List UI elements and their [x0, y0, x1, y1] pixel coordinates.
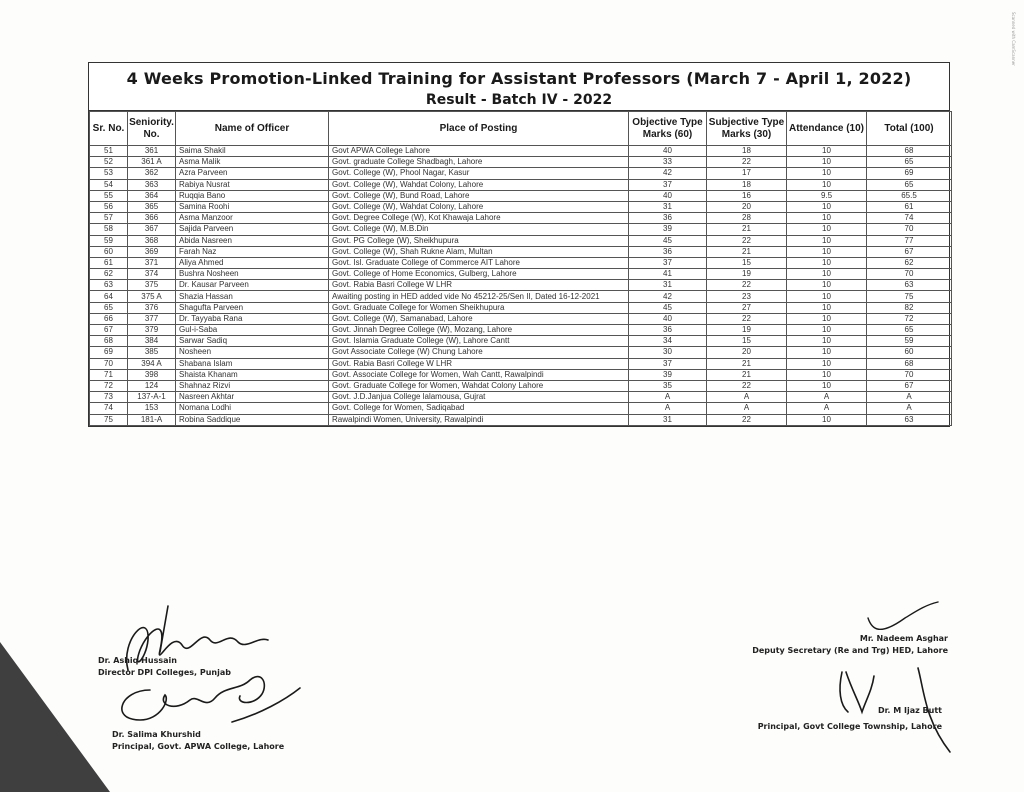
- cell-objective: 45: [629, 302, 707, 313]
- cell-attendance: 10: [787, 179, 867, 190]
- cell-attendance: 10: [787, 347, 867, 358]
- table-row: [90, 414, 952, 425]
- cell-seniority: 361 A: [128, 157, 176, 168]
- cell-total: 75: [867, 291, 952, 302]
- title-block: [89, 63, 949, 111]
- cell-posting: Govt. Graduate College for Women, Wahdat Colony Lahore: [329, 380, 629, 391]
- col-header-subjective: Subjective Type Marks (30): [707, 112, 787, 146]
- cell-officer-name: Asma Manzoor: [176, 213, 329, 224]
- cell-subjective: 20: [707, 201, 787, 212]
- table-row: [90, 380, 952, 391]
- cell-total: A: [867, 392, 952, 403]
- cell-officer-name: Nosheen: [176, 347, 329, 358]
- cell-officer-name: Shaista Khanam: [176, 369, 329, 380]
- cell-officer-name: Abida Nasreen: [176, 235, 329, 246]
- cell-officer-name: Shazia Hassan: [176, 291, 329, 302]
- cell-subjective: 17: [707, 168, 787, 179]
- cell-posting: Govt. Islamia Graduate College (W), Lahore Cantt: [329, 336, 629, 347]
- cell-subjective: 21: [707, 358, 787, 369]
- cell-posting: Govt. Graduate College for Women Sheikhupura: [329, 302, 629, 313]
- cell-seniority: 369: [128, 246, 176, 257]
- cell-sr-no: 58: [90, 224, 128, 235]
- table-row: [90, 369, 952, 380]
- col-header-objective: Objective Type Marks (60): [629, 112, 707, 146]
- signature-right-1: [868, 602, 938, 629]
- cell-subjective: 22: [707, 313, 787, 324]
- cell-total: 63: [867, 414, 952, 425]
- cell-posting: Govt. Degree College (W), Kot Khawaja Lahore: [329, 213, 629, 224]
- cell-attendance: 10: [787, 414, 867, 425]
- table-row: [90, 168, 952, 179]
- cell-posting: Awaiting posting in HED added vide No 45212-25/Sen II, Dated 16-12-2021: [329, 291, 629, 302]
- cell-officer-name: Sajida Parveen: [176, 224, 329, 235]
- cell-total: 59: [867, 336, 952, 347]
- cell-total: 67: [867, 380, 952, 391]
- cell-objective: 36: [629, 213, 707, 224]
- cell-sr-no: 67: [90, 325, 128, 336]
- cell-objective: 42: [629, 168, 707, 179]
- cell-attendance: 10: [787, 269, 867, 280]
- cell-sr-no: 62: [90, 269, 128, 280]
- signatory-right-1-name: Mr. Nadeem Asghar: [859, 634, 948, 643]
- signatory-left-2-role: Principal, Govt. APWA College, Lahore: [112, 742, 285, 751]
- signatory-left-1-name: Dr. Ashiq Hussain: [98, 656, 177, 665]
- col-header-name: Name of Officer: [176, 112, 329, 146]
- cell-subjective: 21: [707, 224, 787, 235]
- cell-officer-name: Rabiya Nusrat: [176, 179, 329, 190]
- table-row: [90, 157, 952, 168]
- cell-subjective: 22: [707, 280, 787, 291]
- cell-attendance: 10: [787, 235, 867, 246]
- cell-attendance: 10: [787, 201, 867, 212]
- cell-posting: Govt. Rabia Basri College W LHR: [329, 280, 629, 291]
- cell-subjective: 27: [707, 302, 787, 313]
- cell-posting: Rawalpindi Women, University, Rawalpindi: [329, 414, 629, 425]
- cell-subjective: 22: [707, 157, 787, 168]
- cell-total: 68: [867, 358, 952, 369]
- cell-posting: Govt. College (W), M.B.Din: [329, 224, 629, 235]
- cell-officer-name: Shabana Islam: [176, 358, 329, 369]
- cell-subjective: 28: [707, 213, 787, 224]
- cell-sr-no: 61: [90, 257, 128, 268]
- cell-subjective: A: [707, 403, 787, 414]
- cell-objective: 31: [629, 414, 707, 425]
- table-row: [90, 146, 952, 157]
- cell-sr-no: 64: [90, 291, 128, 302]
- scan-shadow: [0, 642, 110, 792]
- cell-objective: A: [629, 403, 707, 414]
- cell-posting: Govt. J.D.Janjua College lalamousa, Gujrat: [329, 392, 629, 403]
- cell-total: 61: [867, 201, 952, 212]
- cell-posting: Govt. Isl. Graduate College of Commerce AIT Lahore: [329, 257, 629, 268]
- cell-posting: Govt. Rabia Basri College W LHR: [329, 358, 629, 369]
- cell-attendance: 10: [787, 291, 867, 302]
- cell-sr-no: 72: [90, 380, 128, 391]
- cell-seniority: 181-A: [128, 414, 176, 425]
- table-row: [90, 403, 952, 414]
- cell-posting: Govt. College (W), Phool Nagar, Kasur: [329, 168, 629, 179]
- cell-subjective: 19: [707, 269, 787, 280]
- cell-objective: 36: [629, 246, 707, 257]
- cell-sr-no: 66: [90, 313, 128, 324]
- cell-objective: 37: [629, 358, 707, 369]
- cell-seniority: 364: [128, 190, 176, 201]
- cell-total: 72: [867, 313, 952, 324]
- table-row: [90, 336, 952, 347]
- cell-officer-name: Dr. Tayyaba Rana: [176, 313, 329, 324]
- cell-officer-name: Gul-i-Saba: [176, 325, 329, 336]
- cell-seniority: 376: [128, 302, 176, 313]
- cell-total: 68: [867, 146, 952, 157]
- cell-sr-no: 69: [90, 347, 128, 358]
- cell-officer-name: Aliya Ahmed: [176, 257, 329, 268]
- cell-total: 65: [867, 325, 952, 336]
- table-row: [90, 201, 952, 212]
- cell-objective: 39: [629, 224, 707, 235]
- cell-objective: 40: [629, 190, 707, 201]
- cell-sr-no: 55: [90, 190, 128, 201]
- signatory-left-2-name: Dr. Salima Khurshid: [112, 730, 201, 739]
- cell-seniority: 379: [128, 325, 176, 336]
- cell-subjective: 18: [707, 146, 787, 157]
- cell-subjective: 15: [707, 257, 787, 268]
- cell-subjective: A: [707, 392, 787, 403]
- cell-total: 62: [867, 257, 952, 268]
- cell-posting: Govt. College (W), Wahdat Colony, Lahore: [329, 179, 629, 190]
- cell-objective: A: [629, 392, 707, 403]
- cell-posting: Govt APWA College Lahore: [329, 146, 629, 157]
- cell-objective: 36: [629, 325, 707, 336]
- table-row: [90, 358, 952, 369]
- cell-total: 69: [867, 168, 952, 179]
- cell-seniority: 367: [128, 224, 176, 235]
- cell-objective: 31: [629, 201, 707, 212]
- table-row: [90, 269, 952, 280]
- cell-seniority: 377: [128, 313, 176, 324]
- cell-officer-name: Samina Roohi: [176, 201, 329, 212]
- cell-posting: Govt. College (W), Wahdat Colony, Lahore: [329, 201, 629, 212]
- cell-seniority: 153: [128, 403, 176, 414]
- document-subtitle: Result - Batch IV - 2022: [425, 92, 613, 108]
- table-row: [90, 190, 952, 201]
- cell-attendance: A: [787, 392, 867, 403]
- corner-watermark: Scanned with CamScanner: [1011, 12, 1016, 66]
- cell-objective: 39: [629, 369, 707, 380]
- cell-total: 63: [867, 280, 952, 291]
- cell-attendance: 10: [787, 380, 867, 391]
- cell-subjective: 21: [707, 246, 787, 257]
- cell-sr-no: 57: [90, 213, 128, 224]
- cell-subjective: 20: [707, 347, 787, 358]
- cell-seniority: 124: [128, 380, 176, 391]
- cell-posting: Govt. Jinnah Degree College (W), Mozang, Lahore: [329, 325, 629, 336]
- cell-sr-no: 63: [90, 280, 128, 291]
- cell-objective: 40: [629, 146, 707, 157]
- cell-seniority: 137-A-1: [128, 392, 176, 403]
- cell-attendance: 10: [787, 213, 867, 224]
- cell-attendance: 10: [787, 313, 867, 324]
- cell-objective: 35: [629, 380, 707, 391]
- cell-objective: 42: [629, 291, 707, 302]
- signature-left-2: [122, 677, 300, 722]
- cell-total: A: [867, 403, 952, 414]
- cell-attendance: 10: [787, 336, 867, 347]
- table-row: [90, 235, 952, 246]
- cell-seniority: 384: [128, 336, 176, 347]
- cell-sr-no: 52: [90, 157, 128, 168]
- cell-officer-name: Shahnaz Rizvi: [176, 380, 329, 391]
- cell-officer-name: Ruqqia Bano: [176, 190, 329, 201]
- table-row: [90, 257, 952, 268]
- cell-sr-no: 73: [90, 392, 128, 403]
- cell-seniority: 375: [128, 280, 176, 291]
- cell-subjective: 16: [707, 190, 787, 201]
- cell-objective: 30: [629, 347, 707, 358]
- cell-attendance: 9.5: [787, 190, 867, 201]
- cell-sr-no: 54: [90, 179, 128, 190]
- cell-posting: Govt. College of Home Economics, Gulberg, Lahore: [329, 269, 629, 280]
- cell-sr-no: 60: [90, 246, 128, 257]
- cell-seniority: 365: [128, 201, 176, 212]
- cell-subjective: 15: [707, 336, 787, 347]
- cell-officer-name: Azra Parveen: [176, 168, 329, 179]
- cell-attendance: 10: [787, 369, 867, 380]
- cell-subjective: 19: [707, 325, 787, 336]
- table-body: [90, 146, 952, 426]
- cell-objective: 31: [629, 280, 707, 291]
- signatory-right-2-role: Principal, Govt College Township, Lahore: [757, 722, 942, 731]
- cell-sr-no: 70: [90, 358, 128, 369]
- col-header-attendance: Attendance (10): [787, 112, 867, 146]
- cell-attendance: A: [787, 403, 867, 414]
- cell-total: 65.5: [867, 190, 952, 201]
- cell-officer-name: Dr. Kausar Parveen: [176, 280, 329, 291]
- cell-seniority: 394 A: [128, 358, 176, 369]
- cell-sr-no: 56: [90, 201, 128, 212]
- cell-seniority: 371: [128, 257, 176, 268]
- cell-subjective: 22: [707, 380, 787, 391]
- table-row: [90, 302, 952, 313]
- cell-sr-no: 65: [90, 302, 128, 313]
- cell-subjective: 22: [707, 235, 787, 246]
- col-header-sr-no: Sr. No.: [90, 112, 128, 146]
- cell-total: 65: [867, 157, 952, 168]
- signatory-right-2-name: Dr. M Ijaz Butt: [877, 706, 942, 715]
- cell-seniority: 366: [128, 213, 176, 224]
- results-table: [89, 111, 952, 426]
- cell-posting: Govt. graduate College Shadbagh, Lahore: [329, 157, 629, 168]
- cell-sr-no: 74: [90, 403, 128, 414]
- cell-officer-name: Farah Naz: [176, 246, 329, 257]
- table-row: [90, 280, 952, 291]
- table-row: [90, 325, 952, 336]
- cell-objective: 40: [629, 313, 707, 324]
- cell-total: 74: [867, 213, 952, 224]
- cell-objective: 41: [629, 269, 707, 280]
- table-row: [90, 213, 952, 224]
- cell-total: 60: [867, 347, 952, 358]
- cell-posting: Govt. Associate College for Women, Wah Cantt, Rawalpindi: [329, 369, 629, 380]
- col-header-total: Total (100): [867, 112, 952, 146]
- cell-subjective: 23: [707, 291, 787, 302]
- cell-seniority: 368: [128, 235, 176, 246]
- cell-attendance: 10: [787, 325, 867, 336]
- cell-attendance: 10: [787, 168, 867, 179]
- cell-subjective: 18: [707, 179, 787, 190]
- signatory-left-1-role: Director DPI Colleges, Punjab: [98, 668, 231, 677]
- cell-officer-name: Nomana Lodhi: [176, 403, 329, 414]
- table-row: [90, 291, 952, 302]
- cell-total: 67: [867, 246, 952, 257]
- cell-seniority: 361: [128, 146, 176, 157]
- cell-attendance: 10: [787, 146, 867, 157]
- cell-posting: Govt Associate College (W) Chung Lahore: [329, 347, 629, 358]
- cell-objective: 37: [629, 257, 707, 268]
- cell-objective: 33: [629, 157, 707, 168]
- document-title: 4 Weeks Promotion-Linked Training for Assistant Professors (March 7 - April 1, 2022): [126, 69, 912, 88]
- cell-seniority: 363: [128, 179, 176, 190]
- table-header-row: [90, 112, 952, 146]
- cell-total: 70: [867, 224, 952, 235]
- cell-objective: 37: [629, 179, 707, 190]
- cell-officer-name: Sarwar Sadiq: [176, 336, 329, 347]
- table-row: [90, 347, 952, 358]
- table-row: [90, 179, 952, 190]
- cell-total: 82: [867, 302, 952, 313]
- cell-seniority: 374: [128, 269, 176, 280]
- cell-total: 70: [867, 369, 952, 380]
- cell-attendance: 10: [787, 224, 867, 235]
- cell-sr-no: 59: [90, 235, 128, 246]
- table-row: [90, 392, 952, 403]
- cell-attendance: 10: [787, 257, 867, 268]
- cell-seniority: 362: [128, 168, 176, 179]
- cell-sr-no: 75: [90, 414, 128, 425]
- cell-sr-no: 53: [90, 168, 128, 179]
- cell-posting: Govt. College (W), Bund Road, Lahore: [329, 190, 629, 201]
- cell-officer-name: Nasreen Akhtar: [176, 392, 329, 403]
- cell-seniority: 375 A: [128, 291, 176, 302]
- cell-attendance: 10: [787, 280, 867, 291]
- cell-attendance: 10: [787, 157, 867, 168]
- table-row: [90, 246, 952, 257]
- cell-total: 65: [867, 179, 952, 190]
- cell-attendance: 10: [787, 358, 867, 369]
- table-row: [90, 313, 952, 324]
- cell-posting: Govt. PG College (W), Sheikhupura: [329, 235, 629, 246]
- cell-posting: Govt. College (W), Shah Rukne Alam, Multan: [329, 246, 629, 257]
- cell-sr-no: 68: [90, 336, 128, 347]
- cell-subjective: 22: [707, 414, 787, 425]
- cell-objective: 45: [629, 235, 707, 246]
- cell-posting: Govt. College for Women, Sadiqabad: [329, 403, 629, 414]
- cell-attendance: 10: [787, 246, 867, 257]
- cell-sr-no: 71: [90, 369, 128, 380]
- signatory-right-1-role: Deputy Secretary (Re and Trg) HED, Lahore: [752, 646, 948, 655]
- cell-subjective: 21: [707, 369, 787, 380]
- cell-seniority: 385: [128, 347, 176, 358]
- cell-total: 77: [867, 235, 952, 246]
- table-row: [90, 224, 952, 235]
- col-header-seniority: Seniority. No.: [128, 112, 176, 146]
- result-sheet: [88, 62, 950, 427]
- cell-officer-name: Bushra Nosheen: [176, 269, 329, 280]
- cell-seniority: 398: [128, 369, 176, 380]
- cell-officer-name: Shagufta Parveen: [176, 302, 329, 313]
- cell-sr-no: 51: [90, 146, 128, 157]
- cell-officer-name: Saima Shakil: [176, 146, 329, 157]
- cell-objective: 34: [629, 336, 707, 347]
- col-header-posting: Place of Posting: [329, 112, 629, 146]
- cell-total: 70: [867, 269, 952, 280]
- cell-posting: Govt. College (W), Samanabad, Lahore: [329, 313, 629, 324]
- cell-attendance: 10: [787, 302, 867, 313]
- cell-officer-name: Asma Malik: [176, 157, 329, 168]
- cell-officer-name: Robina Saddique: [176, 414, 329, 425]
